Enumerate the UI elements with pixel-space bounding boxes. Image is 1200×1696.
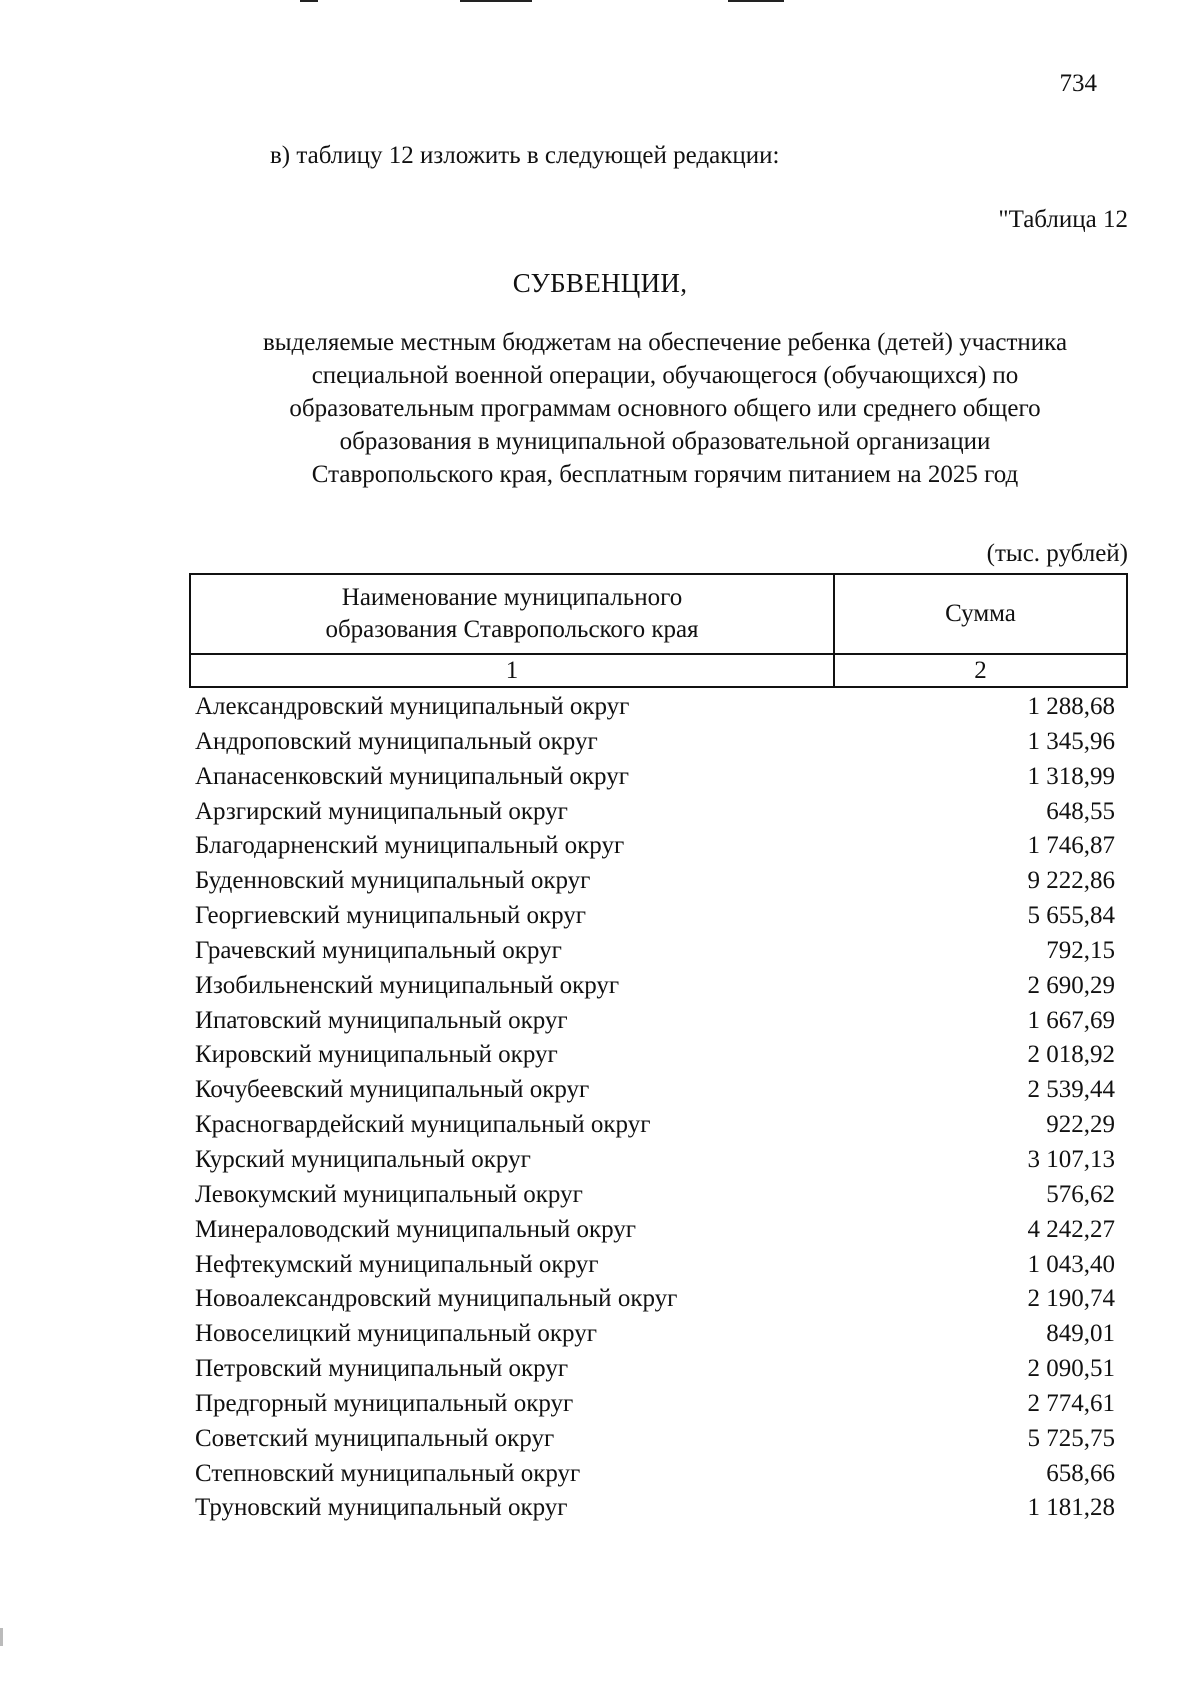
table-row xyxy=(195,1457,1115,1492)
municipality-name: Красногвардейский муниципальный округ xyxy=(195,1111,651,1139)
amount: 1 667,69 xyxy=(1027,1006,1115,1034)
table-row xyxy=(195,1038,1115,1073)
amount: 2 190,74 xyxy=(1027,1285,1115,1313)
municipality-name: Левокумский муниципальный округ xyxy=(195,1180,583,1208)
table-row xyxy=(195,899,1115,934)
table-row xyxy=(195,1213,1115,1248)
page-number: 734 xyxy=(1059,70,1097,97)
header-sum-cell: Сумма xyxy=(834,574,1127,654)
table-row xyxy=(195,725,1115,760)
table-header-row xyxy=(190,574,1127,654)
municipality-name: Грачевский муниципальный округ xyxy=(195,936,562,964)
amount: 849,01 xyxy=(1046,1320,1115,1348)
column-number: 1 xyxy=(190,654,834,687)
municipality-name: Новоалександровский муниципальный округ xyxy=(195,1285,678,1313)
document-subtitle xyxy=(150,326,1180,491)
header-name-cell xyxy=(190,574,834,654)
scan-artifact-mark xyxy=(728,0,784,2)
table-row xyxy=(195,1317,1115,1352)
amount: 9 222,86 xyxy=(1027,867,1115,895)
municipality-name: Минераловодский муниципальный округ xyxy=(195,1215,637,1243)
municipality-name: Новоселицкий муниципальный округ xyxy=(195,1320,597,1348)
table-row xyxy=(195,864,1115,899)
municipality-name: Нефтекумский муниципальный округ xyxy=(195,1250,599,1278)
table-row xyxy=(195,1178,1115,1213)
table-row xyxy=(195,969,1115,1004)
units-label: (тыс. рублей) xyxy=(986,540,1128,567)
column-number: 2 xyxy=(834,654,1127,687)
amount: 1 345,96 xyxy=(1027,727,1115,755)
table-row xyxy=(195,934,1115,969)
scan-artifact-mark xyxy=(300,0,318,2)
amount: 4 242,27 xyxy=(1027,1215,1115,1243)
header-name-line: образования Ставропольского края xyxy=(325,616,699,643)
amount: 2 539,44 xyxy=(1027,1076,1115,1104)
table-row xyxy=(195,690,1115,725)
amount: 1 181,28 xyxy=(1027,1494,1115,1522)
table-row xyxy=(195,1352,1115,1387)
amount: 1 043,40 xyxy=(1027,1250,1115,1278)
municipality-name: Петровский муниципальный округ xyxy=(195,1355,569,1383)
document-title: СУБВЕНЦИИ, xyxy=(512,268,688,298)
amount: 5 725,75 xyxy=(1027,1424,1115,1452)
municipality-name: Александровский муниципальный округ xyxy=(195,693,630,720)
amount: 1 288,68 xyxy=(1027,693,1115,720)
table-row xyxy=(195,829,1115,864)
amount: 2 690,29 xyxy=(1027,971,1115,999)
amount: 2 018,92 xyxy=(1027,1041,1115,1069)
table-body xyxy=(195,690,1115,1526)
municipality-name: Буденновский муниципальный округ xyxy=(195,867,591,895)
municipality-name: Предгорный муниципальный округ xyxy=(195,1389,574,1417)
table-row xyxy=(195,1387,1115,1422)
municipality-name: Изобильненский муниципальный округ xyxy=(195,971,620,999)
amount: 922,29 xyxy=(1046,1111,1115,1139)
municipality-name: Курский муниципальный округ xyxy=(195,1145,531,1173)
amount: 3 107,13 xyxy=(1027,1145,1115,1173)
subtitle-line: выделяемые местным бюджетам на обеспечение ребенка (детей) участника xyxy=(262,329,1068,356)
table-header xyxy=(189,573,1128,688)
intro-text: в) таблицу 12 изложить в следующей редакции: xyxy=(270,142,780,169)
table-row xyxy=(195,1491,1115,1526)
municipality-name: Благодарненский муниципальный округ xyxy=(195,832,625,860)
header-name-line: Наименование муниципального xyxy=(341,584,683,611)
amount: 648,55 xyxy=(1046,797,1115,825)
municipality-name: Степновский муниципальный округ xyxy=(195,1459,581,1487)
table-row xyxy=(195,1004,1115,1039)
scan-artifact-mark xyxy=(460,0,532,2)
table-label: "Таблица 12 xyxy=(998,206,1128,233)
amount: 2 774,61 xyxy=(1027,1389,1115,1417)
municipality-name: Андроповский муниципальный округ xyxy=(195,727,598,755)
municipality-name: Кировский муниципальный округ xyxy=(195,1041,558,1069)
amount: 576,62 xyxy=(1046,1180,1115,1208)
amount: 1 318,99 xyxy=(1027,762,1115,790)
table-row xyxy=(195,1143,1115,1178)
table-row xyxy=(195,1282,1115,1317)
table-row xyxy=(195,1248,1115,1283)
municipality-name: Ипатовский муниципальный округ xyxy=(195,1006,568,1034)
scan-margin-mark xyxy=(0,1628,3,1646)
municipality-name: Апанасенковский муниципальный округ xyxy=(195,762,629,790)
table-row xyxy=(195,760,1115,795)
amount: 5 655,84 xyxy=(1027,902,1115,930)
subtitle-line: специальной военной операции, обучающегося (обучающихся) по xyxy=(311,362,1019,389)
amount: 658,66 xyxy=(1046,1459,1115,1487)
table-row xyxy=(195,1108,1115,1143)
municipality-name: Кочубеевский муниципальный округ xyxy=(195,1076,590,1104)
municipality-name: Труновский муниципальный округ xyxy=(195,1494,568,1522)
table-row xyxy=(195,1422,1115,1457)
municipality-name: Советский муниципальный округ xyxy=(195,1424,555,1452)
table-row xyxy=(195,795,1115,830)
municipality-name: Георгиевский муниципальный округ xyxy=(195,902,587,930)
amount: 2 090,51 xyxy=(1027,1355,1115,1383)
table-row xyxy=(195,1073,1115,1108)
subtitle-line: образовательным программам основного общего или среднего общего xyxy=(289,395,1041,422)
municipality-name: Арзгирский муниципальный округ xyxy=(195,797,568,825)
column-number-row xyxy=(190,654,1127,687)
amount: 1 746,87 xyxy=(1027,832,1115,860)
subtitle-line: образования в муниципальной образовательной организации xyxy=(339,428,991,455)
subtitle-line: Ставропольского края, бесплатным горячим питанием на 2025 год xyxy=(311,461,1019,488)
amount: 792,15 xyxy=(1046,936,1115,964)
